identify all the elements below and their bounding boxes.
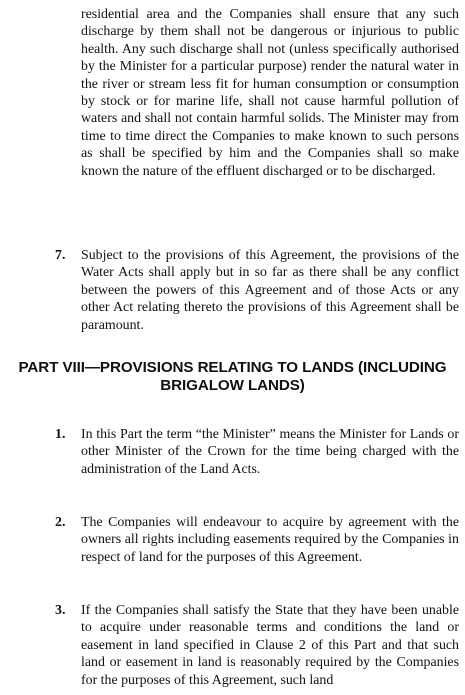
clause-text: In this Part the term “the Minister” means the Minister for Lands or other Minister of the Crown for the time being charged with the administration of the Land Acts. — [81, 427, 459, 477]
part-heading-line-1: PART VIII—PROVISIONS RELATING TO LANDS (INCLUDING — [18, 359, 447, 376]
clause-number: 2. — [55, 515, 66, 530]
continued-paragraph: residential area and the Companies shall ensure that any such discharge by them shall not be dangerous or injurious to public health. Any such discharge shall not (unless specifically authorised by the Minister for a particular purpose) render the natural water in the river or stream less fit for human consumption or consumption by stock or for marine life, shall not cause harmful pollution of waters and shall not contain harmful solids. The Minister may from time to time direct the Companies to make known to such persons as shall be specified by him and the Companies shall so make known the nature of the effluent discharged or to be discharged. — [81, 7, 459, 179]
clause-number: 1. — [55, 427, 66, 442]
part-heading — [0, 359, 465, 395]
clause-number: 3. — [55, 603, 66, 618]
part-heading-line-2: BRIGALOW LANDS) — [160, 377, 305, 394]
clause-number: 7. — [55, 248, 66, 263]
clause-text: If the Companies shall satisfy the State that they have been unable to acquire under reasonable terms and conditions the land or easement in land specified in Clause 2 of this Part and that such land or easement in land is reasonably required by the Companies for the purposes of this Agreement, such land — [81, 603, 459, 688]
clause-text: Subject to the provisions of this Agreement, the provisions of the Water Acts shall apply but in so far as there shall be any conflict between the powers of this Agreement and of those Acts or any other Act relating thereto the provisions of this Agreement shall be paramount. — [81, 248, 459, 333]
clause-text: The Companies will endeavour to acquire by agreement with the owners all rights including easements required by the Companies in respect of land for the purposes of this Agreement. — [81, 515, 459, 565]
